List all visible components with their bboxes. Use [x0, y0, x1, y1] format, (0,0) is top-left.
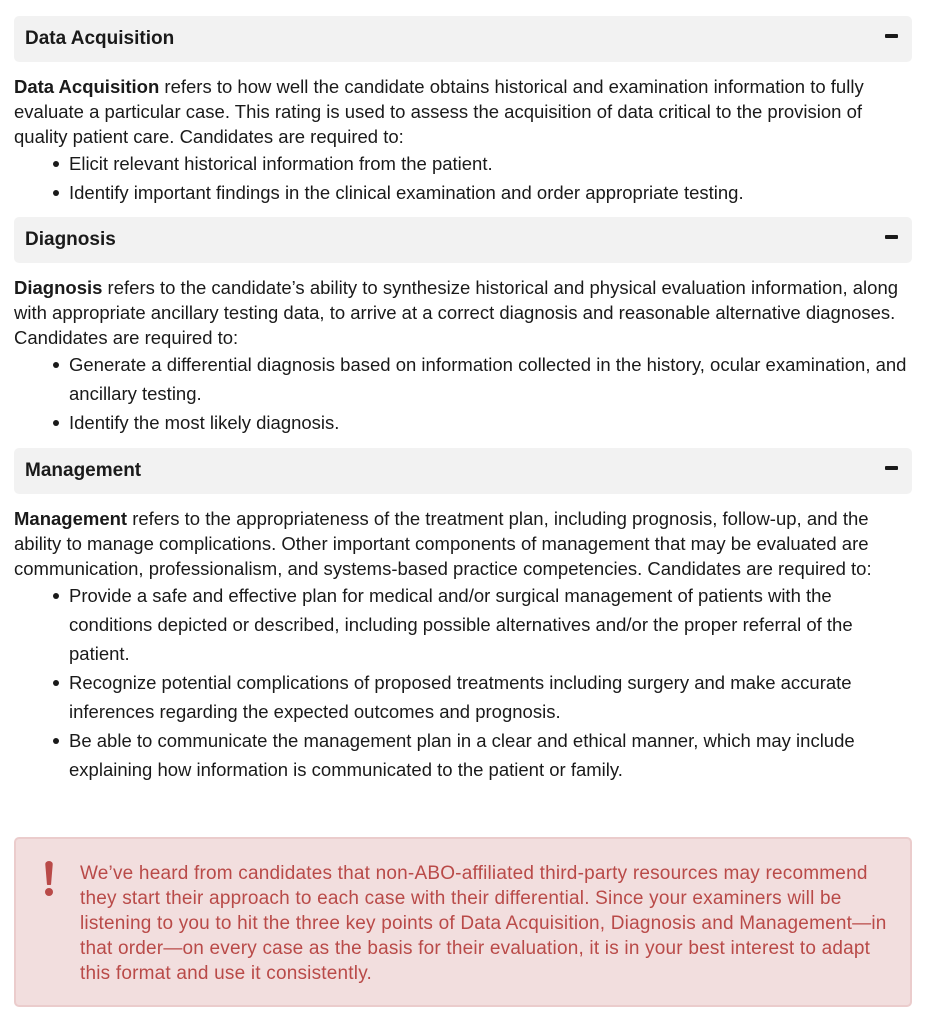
- accordion-body-management: [14, 494, 912, 829]
- warning-alert: [14, 837, 912, 1007]
- alert-message: We’ve heard from candidates that non-ABO-affiliated third-party resources may recommend they start their approach to each case with their differential. Since your examiners will be listening to you to hit the three key points of Data Acquisition, Diagnosis and Management—in that order—on every case as the basis for their evaluation, it is in your best interest to adapt this format and use it consistently.: [80, 863, 887, 984]
- lead-text: refers to the appropriateness of the treatment plan, including prognosis, follow-up, and the ability to manage complications. Other important components of management that may be evaluated are communication, professionalism, and systems-based practice competencies. Candidates are required to:: [14, 508, 872, 579]
- requirements-list: [14, 350, 912, 437]
- accordion-header-management[interactable]: [14, 448, 912, 494]
- list-item: Recognize potential complications of proposed treatments including surgery and make accurate inferences regarding the expected outcomes and prognosis.: [69, 668, 912, 726]
- lead-text: refers to how well the candidate obtains historical and examination information to fully evaluate a particular case. This rating is used to assess the acquisition of data critical to the provision of quality patient care. Candidates are required to:: [14, 76, 864, 147]
- accordion-header-data-acquisition[interactable]: [14, 16, 912, 62]
- accordion-body-diagnosis: [14, 263, 912, 448]
- accordion-section-data-acquisition: [14, 16, 912, 217]
- section-title: Management: [25, 460, 142, 481]
- section-description: [14, 506, 912, 581]
- requirements-list: [14, 149, 912, 207]
- section-title: Diagnosis: [25, 229, 116, 250]
- exclamation-icon: [38, 861, 60, 901]
- list-item: Be able to communicate the management plan in a clear and ethical manner, which may include explaining how information is communicated to the patient or family.: [69, 726, 912, 784]
- accordion-section-diagnosis: [14, 217, 912, 448]
- section-description: [14, 74, 912, 149]
- lead-term: Diagnosis: [14, 277, 103, 298]
- lead-term: Management: [14, 508, 128, 529]
- accordion-body-data-acquisition: [14, 62, 912, 217]
- lead-text: refers to the candidate’s ability to synthesize historical and physical evaluation information, along with appropriate ancillary testing data, to arrive at a correct diagnosis and reasonable alternative diagnoses. Candidates are required to:: [14, 277, 899, 348]
- requirements-list: [14, 581, 912, 784]
- list-item: Identify important findings in the clinical examination and order appropriate testing.: [69, 178, 912, 207]
- list-item: Generate a differential diagnosis based on information collected in the history, ocular examination, and ancillary testing.: [69, 350, 912, 408]
- section-description: [14, 275, 912, 350]
- list-item: Provide a safe and effective plan for medical and/or surgical management of patients with the conditions depicted or described, including possible alternatives and/or the proper referral of the patient.: [69, 581, 912, 668]
- minus-icon[interactable]: [885, 34, 898, 38]
- section-title: Data Acquisition: [25, 28, 175, 49]
- minus-icon[interactable]: [885, 235, 898, 239]
- list-item: Identify the most likely diagnosis.: [69, 408, 912, 437]
- minus-icon[interactable]: [885, 466, 898, 470]
- list-item: Elicit relevant historical information from the patient.: [69, 149, 912, 178]
- accordion-section-management: [14, 448, 912, 829]
- lead-term: Data Acquisition: [14, 76, 160, 97]
- accordion-header-diagnosis[interactable]: [14, 217, 912, 263]
